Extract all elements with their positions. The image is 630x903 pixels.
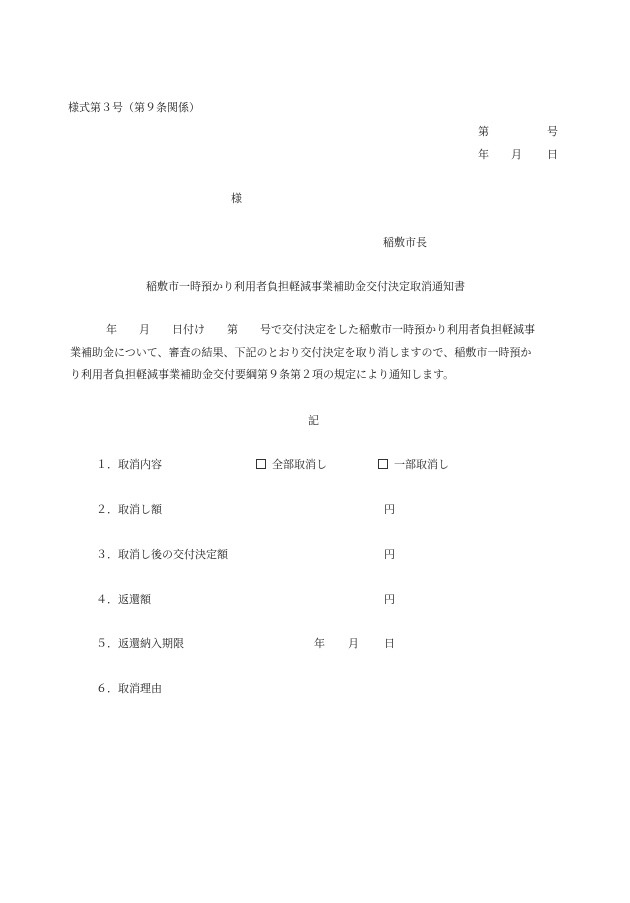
item-number: １． xyxy=(96,458,118,471)
item-5 xyxy=(96,637,184,651)
date-year: 年 xyxy=(478,148,489,161)
option-partial-cancel[interactable] xyxy=(378,458,449,472)
deadline-month: 月 xyxy=(348,637,359,650)
addressee-suffix: 様 xyxy=(231,192,242,205)
item-4 xyxy=(96,593,151,607)
item-number: ６． xyxy=(96,682,118,695)
checkbox-icon[interactable] xyxy=(256,459,266,469)
item-2-unit: 円 xyxy=(384,503,395,516)
item-number: ４． xyxy=(96,593,118,606)
date-month: 月 xyxy=(511,148,522,161)
body-line: り利用者負担軽減事業補助金交付要綱第９条第２項の規定により通知します。 xyxy=(70,368,455,381)
item-label: 返還納入期限 xyxy=(118,637,184,650)
item-label: 取消理由 xyxy=(118,682,162,695)
item-number: ２． xyxy=(96,503,118,516)
item-number: ３． xyxy=(96,548,118,561)
body-line: 業補助金について、審査の結果、下記のとおり交付決定を取り消しますので、稲敷市一時預か xyxy=(70,345,532,359)
item-label: 取消し後の交付決定額 xyxy=(118,548,228,561)
item-3 xyxy=(96,548,228,562)
item-6 xyxy=(96,682,162,696)
deadline-year: 年 xyxy=(314,637,325,650)
item-label: 取消内容 xyxy=(118,458,162,471)
item-label: 取消し額 xyxy=(118,503,162,516)
form-label: 様式第３号（第９条関係） xyxy=(68,101,200,114)
number-prefix: 第 xyxy=(478,125,489,138)
body-paragraph xyxy=(70,319,560,387)
option-full-cancel[interactable] xyxy=(256,458,327,472)
ki-heading: 記 xyxy=(308,414,319,427)
deadline-day: 日 xyxy=(384,637,395,650)
option-label: 全部取消し xyxy=(272,458,327,471)
body-line: 年 月 日付け 第 号で交付決定をした稲敷市一時預かり利用者負担軽減事 xyxy=(106,323,535,336)
document-title: 稲敷市一時預かり利用者負担軽減事業補助金交付決定取消通知書 xyxy=(146,280,465,293)
item-3-unit: 円 xyxy=(384,548,395,561)
checkbox-icon[interactable] xyxy=(378,459,388,469)
item-2 xyxy=(96,503,162,517)
item-label: 返還額 xyxy=(118,593,151,606)
item-1 xyxy=(96,458,162,472)
item-number: ５． xyxy=(96,637,118,650)
number-suffix: 号 xyxy=(547,125,558,138)
date-day: 日 xyxy=(547,148,558,161)
sender: 稲敷市長 xyxy=(383,236,427,249)
option-label: 一部取消し xyxy=(394,458,449,471)
item-4-unit: 円 xyxy=(384,593,395,606)
